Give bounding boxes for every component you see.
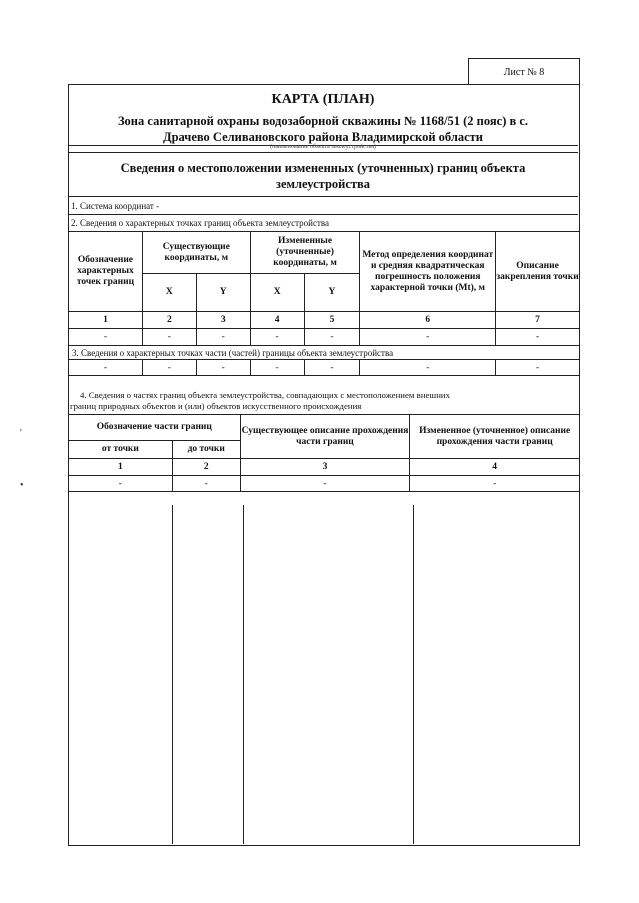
object-caption: (наименование объекта землеустройства) — [270, 144, 376, 150]
table-cell: - — [250, 329, 304, 346]
table-cell: - — [360, 329, 496, 346]
header-to-point: до точки — [172, 441, 240, 459]
section-4-line-1: 4. Сведения о частях границ объекта землеустройства, совпадающих с местоположением внешних — [80, 390, 451, 400]
table-cell: - — [240, 476, 410, 492]
divider — [68, 196, 578, 197]
table-cell: - — [304, 360, 360, 376]
table-cell: - — [410, 476, 580, 492]
column-number: 4 — [250, 312, 304, 329]
section-3-label: 3. Сведения о характерных точках части (частей) границы объекта землеустройства — [69, 346, 580, 360]
header-existing-coordinates: Существующие координаты, м — [142, 232, 250, 274]
column-number: 3 — [196, 312, 250, 329]
header-existing-description: Существующее описание прохождения части границ — [240, 415, 410, 459]
map-title: КАРТА (ПЛАН) — [271, 92, 375, 107]
table-cell: - — [496, 329, 580, 346]
column-numbers-row — [69, 459, 580, 476]
section-title-line-2: землеустройства — [275, 177, 371, 191]
table-cell: - — [360, 360, 496, 376]
column-number: 7 — [496, 312, 580, 329]
table-cell: - — [304, 329, 360, 346]
table-cell: - — [196, 360, 250, 376]
table-cell: - — [172, 476, 240, 492]
header-existing-x: X — [142, 274, 196, 312]
section-1-label: 1. Система координат - — [71, 201, 160, 211]
section-title — [68, 160, 578, 192]
table-cell: - — [250, 360, 304, 376]
subtitle-line-1: Зона санитарной охраны водозаборной скважины № 1168/51 (2 пояс) в с. — [117, 114, 529, 128]
header-changed-x: X — [250, 274, 304, 312]
column-line — [243, 505, 244, 844]
section-title-line-1: Сведения о местоположении измененных (уточненных) границ объекта — [120, 161, 526, 175]
column-line — [172, 505, 173, 844]
table-cell: - — [142, 329, 196, 346]
column-line — [413, 505, 414, 844]
sheet-number: Лист № 8 — [503, 66, 545, 78]
section-4-line-2: границ природных объектов и (или) объектов искусственного происхождения — [70, 401, 362, 411]
header-designation: Обозначение характерных точек границ — [69, 232, 143, 312]
column-number: 2 — [142, 312, 196, 329]
map-subtitle — [68, 113, 578, 145]
table-cell: - — [142, 360, 196, 376]
header-from-point: от точки — [69, 441, 173, 459]
column-number: 2 — [172, 459, 240, 476]
header-changed-description: Измененное (уточненное) описание прохождения части границ — [410, 415, 580, 459]
column-number: 1 — [69, 459, 173, 476]
table-cell: - — [196, 329, 250, 346]
divider — [68, 152, 578, 153]
boundary-parts-table — [68, 414, 580, 492]
table-cell: - — [69, 476, 173, 492]
column-number: 6 — [360, 312, 496, 329]
table-cell: - — [69, 360, 143, 376]
header-changed-coordinates: Измененные (уточненные) координаты, м — [250, 232, 360, 274]
table-cell: - — [496, 360, 580, 376]
column-number: 4 — [410, 459, 580, 476]
section-2-label: 2. Сведения о характерных точках границ объекта землеустройства — [71, 218, 330, 228]
column-number: 1 — [69, 312, 143, 329]
header-part: Обозначение части границ — [69, 415, 241, 441]
section-4-label — [70, 390, 575, 412]
column-number: 5 — [304, 312, 360, 329]
divider — [68, 214, 578, 215]
table-cell: - — [69, 329, 143, 346]
margin-mark: • — [20, 480, 24, 491]
table-row — [69, 360, 580, 376]
boundary-points-table — [68, 231, 580, 376]
margin-mark: ' — [20, 428, 22, 439]
table-row — [69, 476, 580, 492]
header-changed-y: Y — [304, 274, 360, 312]
column-number: 3 — [240, 459, 410, 476]
header-existing-y: Y — [196, 274, 250, 312]
subtitle-line-2: Драчево Селивановского района Владимирской области — [162, 130, 484, 144]
table-row — [69, 329, 580, 346]
header-method: Метод определения координат и средняя квадратическая погрешность положения характерной точки (Mt), м — [360, 232, 496, 312]
header-description: Описание закрепления точки — [496, 232, 580, 312]
column-numbers-row — [69, 312, 580, 329]
sheet-number-box — [468, 58, 580, 85]
